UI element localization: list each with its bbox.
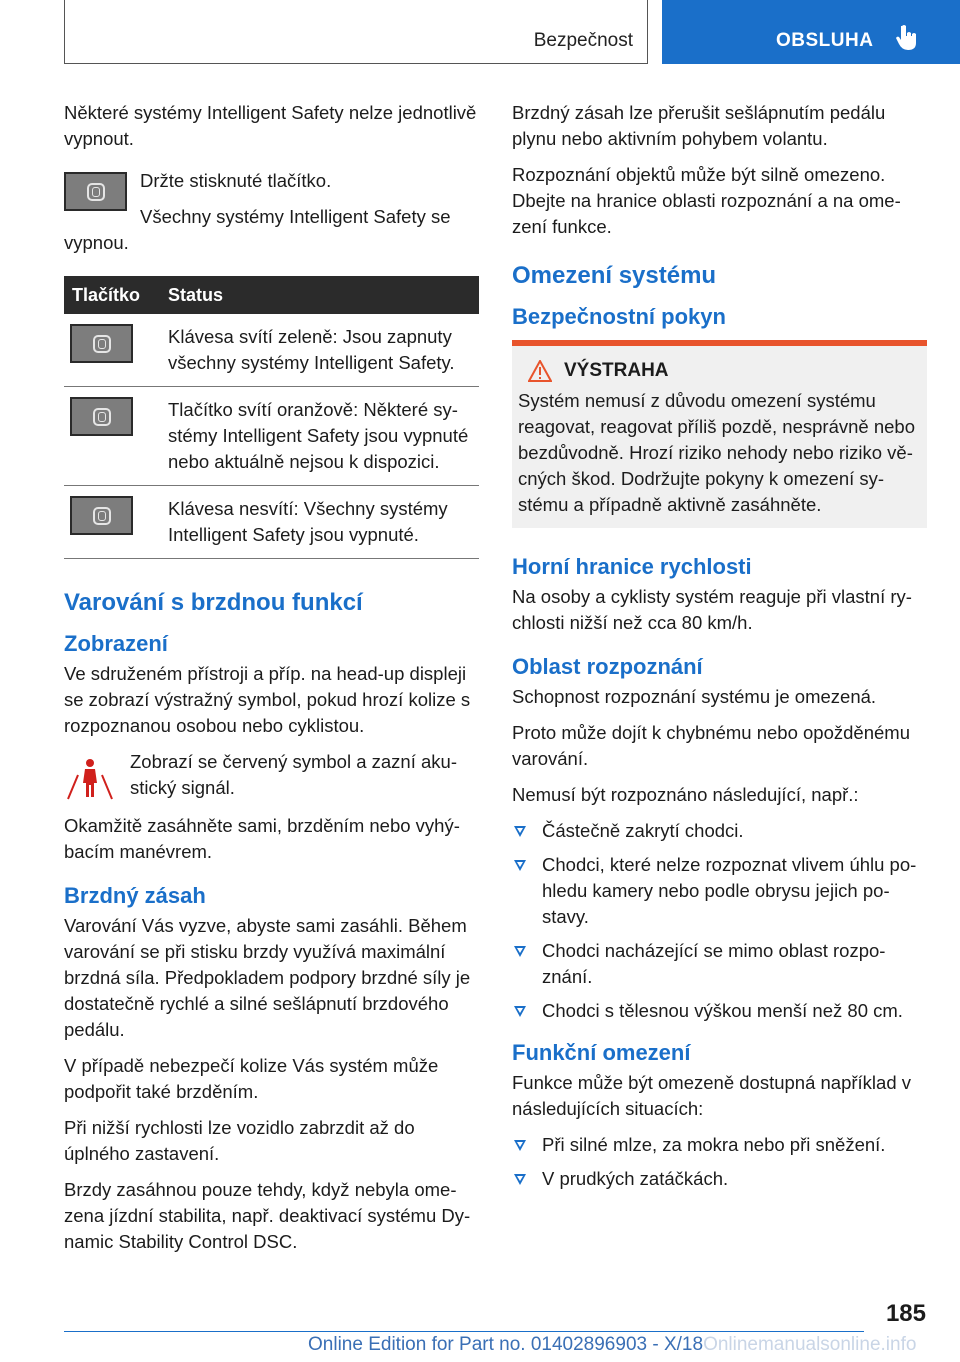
triangle-bullet-icon — [514, 860, 526, 871]
table-header-button: Tlačítko — [64, 276, 160, 314]
area-text-3: Nemusí být rozpoznáno následující, např.: — [512, 784, 859, 805]
heading-safety-note: Bezpečnostní pokyn — [512, 304, 726, 329]
footer-text — [308, 1334, 916, 1356]
hold-button-paragraph — [64, 168, 479, 194]
pedestrian-text: Zobrazí se červený symbol a zazní akustický signál. — [130, 751, 457, 798]
footer-edition: Online Edition for Part no. 01402896903 - X/18 — [308, 1334, 704, 1355]
heading-speed-limit: Horní hranice rychlosti — [512, 554, 752, 579]
heading-brake-intervention: Brzdný zásah — [64, 883, 206, 908]
table-cell-status: Klávesa nesvítí: Všechny systémy Intelligent Safety jsou vypnuté. — [160, 486, 479, 559]
header-section-box — [64, 0, 648, 64]
triangle-bullet-icon — [514, 1174, 526, 1185]
brake-text-3: Při nižší rychlosti lze vozidlo zabrzdit až do úplného zastavení. — [64, 1117, 415, 1164]
list-item: Chodci s tělesnou výškou menší než 80 cm. — [512, 998, 927, 1024]
heading-detection-area: Oblast rozpoznání — [512, 654, 703, 679]
warning-box — [512, 340, 927, 528]
heading-brake-warning: Varování s brzdnou funkcí — [64, 589, 363, 616]
button-orange-icon — [70, 397, 133, 436]
area-text-1: Schopnost rozpoznání systému je omezená. — [512, 686, 877, 707]
heading-system-limits: Omezení systému — [512, 262, 717, 289]
left-column — [64, 100, 479, 1265]
list-item: V prudkých zatáčkách. — [512, 1166, 927, 1192]
status-table — [64, 276, 479, 559]
triangle-bullet-icon — [514, 946, 526, 957]
header-chapter-tab — [662, 0, 960, 64]
speed-text: Na osoby a cyklisty systém reaguje při vlastní rychlosti nižší než cca 80 km/h. — [512, 586, 912, 633]
triangle-bullet-icon — [514, 1006, 526, 1017]
footer-site: Onlinemanualsonline.info — [703, 1334, 917, 1355]
brake-text-2: V případě nebezpečí kolize Vás systém může podpořit také brzděním. — [64, 1055, 439, 1102]
table-header-status: Status — [160, 276, 479, 314]
list-item: Chodci, které nelze rozpoznat vlivem úhlu pohledu kamery nebo podle obrysu jejich postavy. — [512, 852, 927, 930]
intelligent-safety-button-icon — [64, 172, 127, 211]
table-row — [64, 387, 479, 486]
recognition-text: Rozpoznání objektů může být silně omezeno. Dbejte na hranice oblasti rozpoznání a na omezení funkce. — [512, 164, 901, 237]
warning-title: VÝSTRAHA — [564, 360, 669, 381]
button-green-icon — [70, 324, 133, 363]
header-chapter-title: OBSLUHA — [776, 30, 874, 51]
list-item: Částečně zakrytí chodci. — [512, 818, 927, 844]
button-off-icon — [70, 496, 133, 535]
page-number: 185 — [885, 1300, 926, 1327]
brake-text-1: Varování Vás vyzve, abyste sami zasáhli. Během varování se při stisku brzdy využívá maximální brzdná síla. Předpokladem podpory brzdné síly je dostatečně rychlé a silné sešlápnutí brzdového pedálu. — [64, 915, 471, 1040]
brake-text-4: Brzdy zasáhnou pouze tehdy, když nebyla omezena jízdní stabilita, např. deaktivací systému Dynamic Stability Control DSC. — [64, 1179, 471, 1252]
area-text-2: Proto může dojít k chybnému nebo opožděnému varování. — [512, 722, 910, 769]
right-column — [512, 100, 927, 1200]
heading-display: Zobrazení — [64, 631, 168, 656]
table-row — [64, 314, 479, 387]
header-section-title: Bezpečnost — [533, 30, 633, 51]
hold-result-text: Všechny systémy Intelligent Safety se vypnou. — [64, 206, 451, 253]
table-row — [64, 486, 479, 559]
pedestrian-warning-icon — [64, 755, 116, 801]
table-cell-status: Klávesa svítí zeleně: Jsou zapnuty všechny systémy Intelligent Safety. — [160, 314, 479, 387]
function-list — [512, 1132, 927, 1192]
function-text: Funkce může být omezeně dostupná například v následujících situacích: — [512, 1072, 912, 1119]
triangle-bullet-icon — [514, 826, 526, 837]
heading-function-limits: Funkční omezení — [512, 1040, 691, 1065]
pedestrian-warning-paragraph — [64, 749, 479, 801]
hand-pointer-icon — [896, 24, 920, 52]
warning-text: Systém nemusí z důvodu omezení systému reagovat, reagovat příliš pozdě, nesprávně nebo bezdůvodně. Hrozí riziko nehody nebo riziko věcných škod. Dodržujte pokyny k omezení systému a případně aktivně zasáhněte. — [518, 390, 915, 515]
triangle-bullet-icon — [514, 1140, 526, 1151]
action-text: Okamžitě zasáhněte sami, brzděním nebo vyhýbacím manévrem. — [64, 815, 460, 862]
table-cell-status: Tlačítko svítí oranžově: Některé systémy Intelligent Safety jsou vypnuté nebo aktuálně nejsou k dispozici. — [160, 387, 479, 486]
list-item: Při silné mlze, za mokra nebo při sněžení. — [512, 1132, 927, 1158]
list-item: Chodci nacházející se mimo oblast rozpoznání. — [512, 938, 927, 990]
interrupt-text: Brzdný zásah lze přerušit sešlápnutím pedálu plynu nebo aktivním pohybem volantu. — [512, 102, 886, 149]
footer-divider — [64, 1331, 864, 1332]
hold-text: Držte stisknuté tlačítko. — [140, 170, 332, 191]
intro-text: Některé systémy Intelligent Safety nelze jednotlivě vypnout. — [64, 102, 477, 149]
area-list — [512, 818, 927, 1024]
warning-triangle-icon — [528, 360, 552, 382]
display-text: Ve sdruženém přístroji a příp. na head-up displeji se zobrazí výstražný symbol, pokud hrozí kolize s rozpoznanou osobou nebo cyklistou. — [64, 663, 471, 736]
